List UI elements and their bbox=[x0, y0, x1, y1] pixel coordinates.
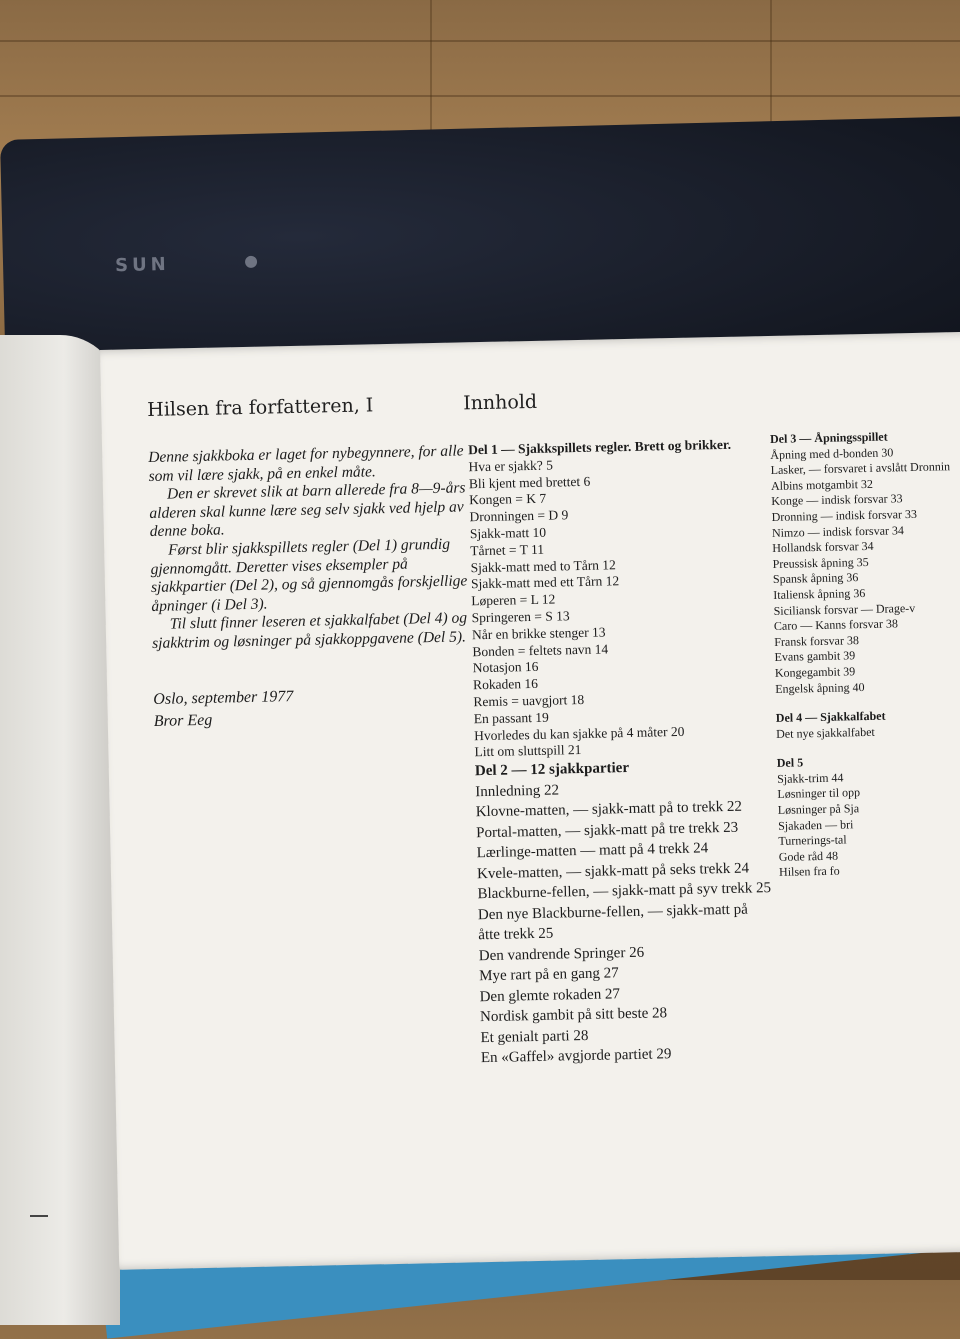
intro-paragraph: Først blir sjakkspillets regler (Del 1) grundig gjennomgått. Deretter vises eksempler på sjakkpartier (Del 2), og så gjennomgås forskjellige åpninger (i Del 3). bbox=[150, 535, 468, 615]
toc-entry: Remis = uavgjort 18 bbox=[473, 691, 585, 710]
toc-column-2 bbox=[770, 428, 959, 881]
toc-entry: Sjakk-matt 10 bbox=[469, 524, 547, 542]
toc-entry: Caro — Kanns forsvar 38 bbox=[773, 616, 899, 634]
toc-entry: Hollandsk forsvar 34 bbox=[772, 538, 874, 556]
toc-entry: Turnerings-tal bbox=[778, 832, 847, 849]
toc-entry: Kongegambit 39 bbox=[774, 664, 856, 680]
toc-entry: Dronning — indisk forsvar 33 bbox=[771, 506, 918, 524]
toc-entry: Konge — indisk forsvar 33 bbox=[771, 491, 903, 509]
toc-entry: Kongen = K 7 bbox=[469, 491, 547, 508]
signature-place-date: Oslo, september 1977 bbox=[153, 688, 294, 708]
toc-entry: Preussisk åpning 35 bbox=[772, 554, 869, 571]
toc-entry: Portal-matten, — sjakk-matt på tre trekk 23 bbox=[476, 819, 739, 841]
toc-entry: Sjakk-trim 44 bbox=[776, 770, 844, 786]
toc-list bbox=[777, 768, 959, 881]
toc-entry: Den glemte rokaden 27 bbox=[479, 985, 621, 1005]
toc-entry: Fransk forsvar 38 bbox=[774, 632, 860, 649]
toc-entry: Springeren = S 13 bbox=[471, 608, 570, 626]
toc-entry: Rokaden 16 bbox=[472, 676, 539, 693]
toc-entry: Hva er sjakk? 5 bbox=[468, 457, 554, 475]
toc-entry: Hvorledes du kan sjakke på 4 måter 20 bbox=[473, 723, 685, 743]
intro-paragraph: Til slutt finner leseren et sjakkalfabet (Del 4) og sjakktrim og løsninger på sjakkoppgavene (Del 5). bbox=[151, 609, 468, 652]
toc-entry: Nordisk gambit på sitt beste 28 bbox=[479, 1005, 668, 1026]
book-page bbox=[100, 331, 960, 1270]
toc-part-heading: Del 5 bbox=[776, 755, 804, 771]
toc-entry: En «Gaffel» avgjorde partiet 29 bbox=[480, 1046, 672, 1067]
toc-entry: Gode råd 48 bbox=[778, 848, 839, 864]
toc-entry: Tårnet = T 11 bbox=[470, 541, 545, 559]
toc-list bbox=[770, 444, 955, 697]
toc-entry: Sjakaden — bri bbox=[777, 816, 854, 833]
toc-entry: Blackburne-fellen, — sjakk-matt på syv trekk 25 bbox=[477, 880, 772, 903]
toc-entry: Løsninger på Sja bbox=[777, 801, 860, 817]
toc-entry: Bli kjent med brettet 6 bbox=[468, 473, 591, 491]
toc-entry: Åpning med d-bonden 30 bbox=[770, 445, 894, 462]
cover-emblem-icon bbox=[245, 256, 257, 268]
toc-part-heading: Del 2 — 12 sjakkpartier bbox=[474, 760, 630, 780]
toc-entry: Siciliansk forsvar — Drage-v bbox=[773, 600, 916, 618]
toc-list bbox=[468, 453, 768, 761]
toc-entry: Bonden = feltets navn 14 bbox=[472, 640, 609, 659]
toc-entry: Albins motgambit 32 bbox=[770, 476, 874, 493]
toc-entry: Den nye Blackburne-fellen, — sjakk-matt på bbox=[477, 901, 748, 923]
toc-entry: Klovne-matten, — sjakk-matt på to trekk 22 bbox=[475, 798, 743, 821]
toc-part-heading: Del 3 — Åpningsspillet bbox=[769, 429, 888, 446]
toc-entry: Kvele-matten, — sjakk-matt på seks trekk 24 bbox=[476, 860, 750, 882]
signature-author: Bror Eeg bbox=[153, 711, 213, 730]
toc-part-heading: Del 1 — Sjakkspillets regler. Brett og brikker. bbox=[468, 436, 732, 458]
toc-entry: Dronningen = D 9 bbox=[469, 507, 569, 525]
toc-entry: Nimzo — indisk forsvar 34 bbox=[771, 522, 905, 540]
toc-entry: Løsninger til opp bbox=[777, 785, 861, 802]
toc-column-1 bbox=[468, 436, 775, 1069]
toc-entry: Sjakk-matt med to Tårn 12 bbox=[470, 556, 616, 575]
intro-text bbox=[148, 442, 470, 653]
toc-entry: Mye rart på en gang 27 bbox=[479, 965, 619, 985]
toc-entry: Sjakk-matt med ett Tårn 12 bbox=[470, 573, 620, 592]
toc-entry: Den vandrende Springer 26 bbox=[478, 944, 645, 964]
toc-part-heading: Del 4 — Sjakkalfabet bbox=[775, 708, 886, 726]
toc-entry: Notasjon 16 bbox=[472, 659, 539, 676]
toc-entry: Italiensk åpning 36 bbox=[773, 585, 866, 602]
intro-paragraph: Den er skrevet slik at barn allerede fra 8—9-års alderen skal kunne lære seg selv sjakk ved hjelp av denne boka. bbox=[149, 479, 466, 541]
toc-entry: Hilsen fra fo bbox=[778, 864, 840, 880]
toc-list bbox=[475, 776, 775, 1069]
toc-entry: åtte trekk 25 bbox=[478, 925, 554, 944]
toc-entry: En passant 19 bbox=[473, 709, 549, 727]
wood-plank-line bbox=[0, 40, 960, 42]
intro-paragraph: Denne sjakkboka er laget for nybegynnere, for alle som vil lære sjakk, på en enkel måte. bbox=[148, 442, 464, 485]
wood-plank-line bbox=[0, 95, 960, 97]
toc-entry: Løperen = L 12 bbox=[471, 591, 556, 609]
toc-entry: Innledning 22 bbox=[475, 782, 560, 800]
page-mark bbox=[30, 1215, 48, 1217]
signature bbox=[153, 686, 294, 733]
toc-heading: Innhold bbox=[462, 390, 538, 415]
toc-entry: Evans gambit 39 bbox=[774, 648, 856, 665]
cover-stamp: SUN bbox=[114, 253, 171, 277]
toc-entry: Lasker, — forsvaret i avslått Dronnin bbox=[770, 459, 951, 478]
toc-entry: Engelsk åpning 40 bbox=[775, 679, 865, 696]
toc-entry: Når en brikke stenger 13 bbox=[471, 624, 606, 643]
toc-entry: Et genialt parti 28 bbox=[480, 1027, 589, 1046]
toc-entry: Lærlinge-matten — matt på 4 trekk 24 bbox=[476, 840, 709, 862]
left-heading: Hilsen fra forfatteren, I bbox=[147, 394, 374, 422]
toc-entry: Spansk åpning 36 bbox=[772, 570, 859, 587]
toc-entry: Det nye sjakkalfabet bbox=[776, 724, 875, 741]
toc-entry: Litt om sluttspill 21 bbox=[474, 742, 582, 760]
